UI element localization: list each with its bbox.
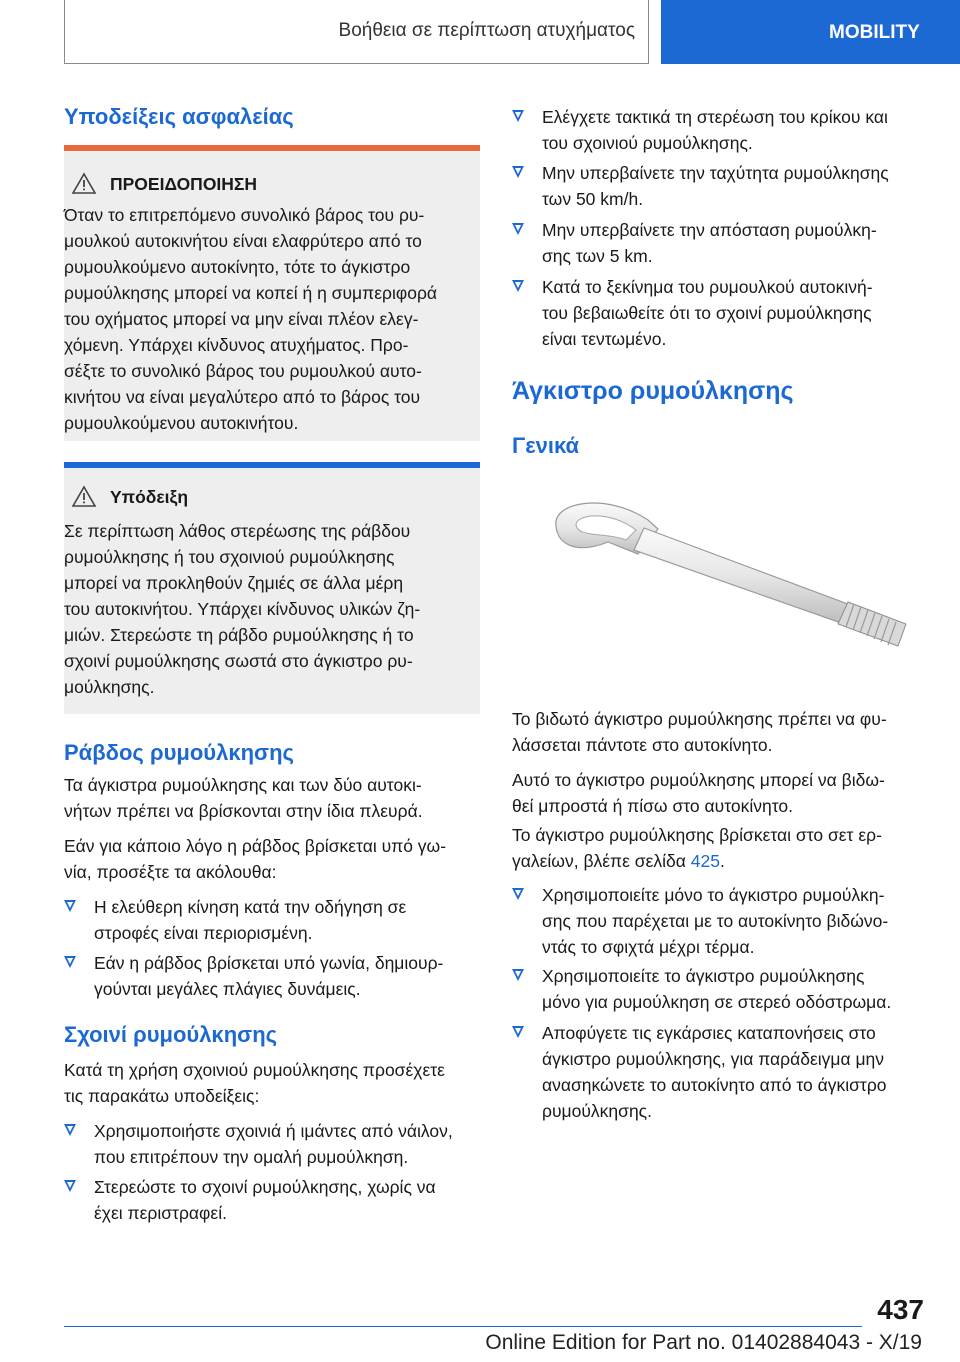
section-tab[interactable]: MOBILITY <box>661 0 960 64</box>
list-item: Η ελεύθερη κίνηση κατά την οδήγηση σε στροφές είναι περιορισμένη. <box>64 894 480 946</box>
list-item: Μην υπερβαίνετε την ταχύτητα ρυμούλκησης των 50 km/h. <box>512 160 924 212</box>
heading-safety-notes: Υποδείξεις ασφαλείας <box>64 104 294 129</box>
page-link-425[interactable]: 425 <box>690 851 720 871</box>
bullet-triangle-icon <box>64 900 76 912</box>
list-item: Στερεώστε το σχοινί ρυμούλκησης, χωρίς να έχει περιστραφεί. <box>64 1174 480 1226</box>
bullet-triangle-icon <box>512 888 524 900</box>
caution-icon <box>72 485 96 507</box>
list-item: Χρησιμοποιείτε μόνο το άγκιστρο ρυμούλκη- σης που παρέχεται με το αυτοκίνητο βιδώνο- ντάς το σφιχτά μέχρι τέρμα. <box>512 882 924 960</box>
rod-paragraph-1: Τα άγκιστρα ρυμούλκησης και των δύο αυτοκι- νήτων πρέπει να βρίσκονται στην ίδια πλευρά. <box>64 775 423 821</box>
notice-title: Υπόδειξη <box>110 487 189 507</box>
hook-paragraph-2: Αυτό το άγκιστρο ρυμούλκησης μπορεί να βιδω- θεί μπροστά ή πίσω στο αυτοκίνητο. <box>512 770 885 816</box>
bullet-triangle-icon <box>64 1124 76 1136</box>
bullet-triangle-icon <box>512 969 524 981</box>
heading-tow-rope: Σχοινί ρυμούλκησης <box>64 1022 278 1047</box>
bullet-triangle-icon <box>512 223 524 235</box>
list-item: Αποφύγετε τις εγκάρσιες καταπονήσεις στο άγκιστρο ρυμούλκησης, για παράδειγμα μην ανασηκώνετε το αυτοκίνητο από το άγκιστρο ρυμούλκησης. <box>512 1020 924 1124</box>
rod-paragraph-2: Εάν για κάποιο λόγο η ράβδος βρίσκεται υπό γω- νία, προσέξτε τα ακόλουθα: <box>64 836 447 882</box>
list-item: Χρησιμοποιήστε σχοινιά ή ιμάντες από νάιλον, που επιτρέπουν την ομαλή ρυμούλκηση. <box>64 1118 480 1170</box>
warning-title: ΠΡΟΕΙΔΟΠΟΙΗΣΗ <box>110 174 258 194</box>
hook-paragraph-1: Το βιδωτό άγκιστρο ρυμούλκησης πρέπει να φυ- λάσσεται πάντοτε στο αυτοκίνητο. <box>512 709 887 755</box>
page-number: 437 <box>877 1294 924 1325</box>
list-item: Κατά το ξεκίνημα του ρυμουλκού αυτοκινή- του βεβαιωθείτε ότι το σχοινί ρυμούλκησης είναι τεντωμένο. <box>512 274 924 352</box>
notice-text: Σε περίπτωση λάθος στερέωσης της ράβδου ρυμούλκησης ή του σχοινιού ρυμούλκησης μπορεί να προκληθούν ζημιές σε άλλα μέρη του αυτοκινήτου. Υπάρχει κίνδυνος υλικών ζη- μιών. Στερεώστε τη ράβδο ρυμούλκησης ή το σχοινί ρυμούλκησης σωστά στο άγκιστρο ρυ- μούλκησης. <box>64 521 421 697</box>
list-item: Εάν η ράβδος βρίσκεται υπό γωνία, δημιουρ- γούνται μεγάλες πλάγιες δυνάμεις. <box>64 950 480 1002</box>
chapter-title: Βοήθεια σε περίπτωση ατυχήματος <box>338 20 635 41</box>
notice-bar <box>64 462 480 468</box>
warning-text: Όταν το επιτρεπόμενο συνολικό βάρος του ρυ- μουλκού αυτοκινήτου είναι ελαφρύτερο από το ρυμουλκούμενο αυτοκίνητο, τότε το άγκιστρο ρυμούλκησης μπορεί να κοπεί ή η συμπεριφορά του οχήματος μπορεί να μην είναι πλέον ελεγ- χόμενη. Υπάρχει κίνδυνος ατυχήματος. Προ- σέξτε το συνολικό βάρος του ρυμουλκού αυτο- κινήτου να είναι μεγαλύτερο από το βάρος του ρυμουλκούμενου αυτοκινήτου. <box>64 205 438 433</box>
warning-icon <box>72 172 96 194</box>
bullet-triangle-icon <box>512 110 524 122</box>
list-item: Ελέγχετε τακτικά τη στερέωση του κρίκου και του σχοινιού ρυμούλκησης. <box>512 104 924 156</box>
hook-paragraph-3: Το άγκιστρο ρυμούλκησης βρίσκεται στο σετ ερ- γαλείων, βλέπε σελίδα 425. <box>512 825 882 871</box>
edition-text: Online Edition for Part no. 01402884043 - X/19 <box>485 1331 922 1354</box>
bullet-triangle-icon <box>512 1026 524 1038</box>
heading-tow-rod: Ράβδος ρυμούλκησης <box>64 740 294 765</box>
notice-box <box>64 462 480 714</box>
rope-paragraph: Κατά τη χρήση σχοινιού ρυμούλκησης προσέχετε τις παρακάτω υποδείξεις: <box>64 1060 445 1106</box>
footer-rule <box>64 1326 862 1327</box>
bullet-triangle-icon <box>64 956 76 968</box>
heading-tow-hook: Άγκιστρο ρυμούλκησης <box>512 377 794 405</box>
list-item: Μην υπερβαίνετε την απόσταση ρυμούλκη- σης των 5 km. <box>512 217 924 269</box>
warning-bar <box>64 145 480 151</box>
list-item: Χρησιμοποιείτε το άγκιστρο ρυμούλκησης μόνο για ρυμούλκηση σε στερεό οδόστρωμα. <box>512 963 924 1015</box>
bullet-triangle-icon <box>64 1180 76 1192</box>
bullet-triangle-icon <box>512 280 524 292</box>
bullet-triangle-icon <box>512 166 524 178</box>
heading-general: Γενικά <box>512 433 580 458</box>
tow-hook-illustration <box>548 496 918 666</box>
warning-box <box>64 145 480 441</box>
